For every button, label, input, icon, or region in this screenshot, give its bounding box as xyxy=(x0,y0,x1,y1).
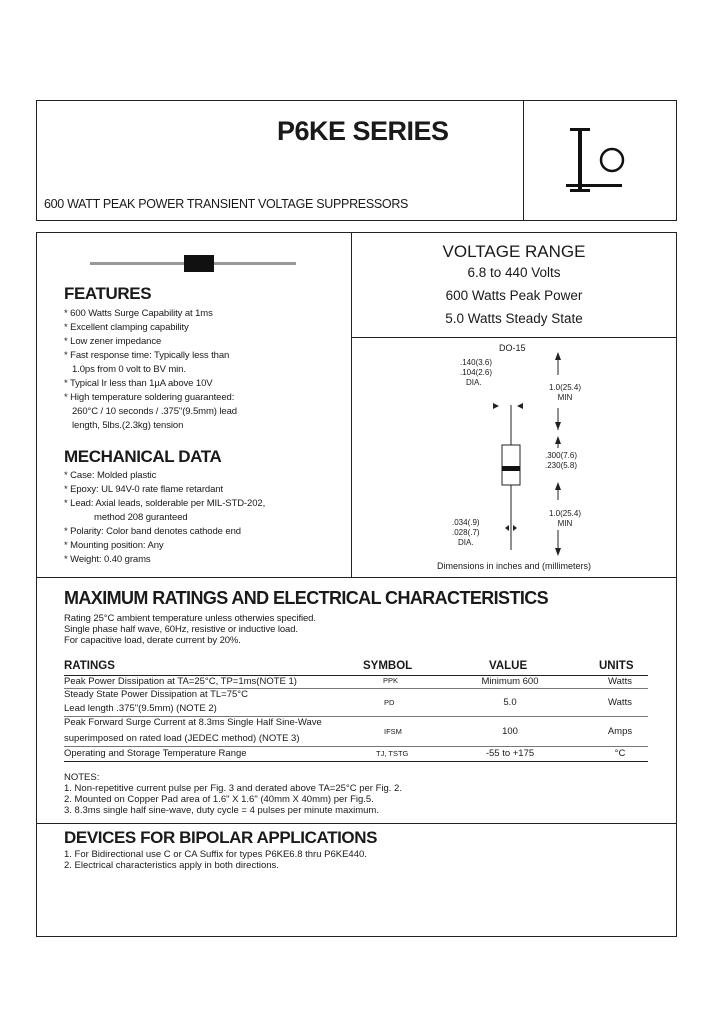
table-row: Peak Forward Surge Current at 8.3ms Single Half Sine-Wave xyxy=(64,717,322,728)
table-row: Operating and Storage Temperature Range xyxy=(64,748,247,759)
unit-cell: Watts xyxy=(608,697,632,708)
symbol-cell: TJ, TSTG xyxy=(376,749,409,758)
symbol-cell: PD xyxy=(384,698,395,707)
unit-cell: °C xyxy=(614,748,626,759)
ratings-top-divider xyxy=(36,577,677,578)
col-ratings: RATINGS xyxy=(64,660,115,672)
table-row: Lead length .375"(9.5mm) (NOTE 2) xyxy=(64,703,217,714)
lead-diameter-label: .140(3.6) .104(2.6) DIA. xyxy=(460,358,493,387)
steady-state-line: 5.0 Watts Steady State xyxy=(445,311,583,326)
peak-power-line: 600 Watts Peak Power xyxy=(445,288,583,303)
list-item: * Case: Molded plastic xyxy=(64,470,157,481)
bipolar-heading: DEVICES FOR BIPOLAR APPLICATIONS xyxy=(64,828,378,847)
list-item: 1.0ps from 0 volt to BV min. xyxy=(72,364,186,375)
table-row: superimposed on rated load (JEDEC method) (NOTE 3) xyxy=(64,733,300,744)
col-symbol: SYMBOL xyxy=(363,660,413,672)
symbol-cell: IFSM xyxy=(384,727,402,736)
list-item: * Epoxy: UL 94V-0 rate flame retardant xyxy=(64,484,224,495)
symbol-cell: PPK xyxy=(383,676,399,685)
features-heading: FEATURES xyxy=(64,284,152,303)
wire-diameter-label: .034(.9) .028(.7) DIA. xyxy=(452,518,480,547)
table-row: Peak Power Dissipation at TA=25°C, TP=1ms(NOTE 1) xyxy=(64,676,297,687)
page-subtitle: 600 WATT PEAK POWER TRANSIENT VOLTAGE SUPPRESSORS xyxy=(44,197,409,211)
list-item: * Polarity: Color band denotes cathode end xyxy=(64,526,241,537)
list-item: * High temperature soldering guaranteed: xyxy=(64,392,235,403)
voltage-range-line: 6.8 to 440 Volts xyxy=(467,265,561,280)
table-rule xyxy=(64,761,648,762)
dimensions-caption: Dimensions in inches and (millimeters) xyxy=(436,561,592,571)
list-item: * Weight: 0.40 grams xyxy=(64,554,151,565)
list-item: * Low zener impedance xyxy=(64,336,162,347)
unit-cell: Amps xyxy=(607,726,633,737)
col-units: UNITS xyxy=(599,660,634,672)
notes: NOTES: 1. Non-repetitive current pulse per Fig. 3 and derated above TA=25°C per Fig. 2. 2. Mounted on Copper Pad area of 1.6" X 1.6" (40mm X 40mm) per Fig.5. 3. 8.3ms single half sine-wave, duty cycle = 4 pulses per minute maximum. xyxy=(64,772,402,816)
diode-icon xyxy=(90,254,296,274)
company-logo-icon xyxy=(560,122,640,202)
header-divider xyxy=(523,100,524,221)
list-item: length, 5lbs.(2.3kg) tension xyxy=(72,420,184,431)
list-item: * Excellent clamping capability xyxy=(64,322,189,333)
list-item: method 208 guranteed xyxy=(94,512,188,523)
unit-cell: Watts xyxy=(608,676,632,687)
table-row: Steady State Power Dissipation at TL=75°C xyxy=(64,689,248,700)
list-item: * Typical Ir less than 1µA above 10V xyxy=(64,378,213,389)
list-item: * Lead: Axial leads, solderable per MIL-STD-202, xyxy=(64,498,266,509)
value-cell: -55 to +175 xyxy=(485,748,535,759)
lead-length-bottom-label: 1.0(25.4) MIN xyxy=(548,509,582,528)
col-value: VALUE xyxy=(489,660,528,672)
ratings-intro: Rating 25°C ambient temperature unless otherwies specified. Single phase half wave, 60Hz, resistive or inductive load. For capacitive load, derate current by 20%. xyxy=(64,613,316,646)
ratings-heading: MAXIMUM RATINGS AND ELECTRICAL CHARACTERISTICS xyxy=(64,588,549,608)
package-name: DO-15 xyxy=(499,343,526,353)
features-list xyxy=(64,307,237,433)
lead-length-top-label: 1.0(25.4) MIN xyxy=(548,383,582,402)
value-cell: 5.0 xyxy=(503,697,517,708)
list-item: * Fast response time: Typically less than xyxy=(64,350,230,361)
mechanical-heading: MECHANICAL DATA xyxy=(64,447,222,466)
list-item: 260°C / 10 seconds / .375"(9.5mm) lead xyxy=(72,406,237,417)
main-divider xyxy=(351,232,352,577)
mechanical-list xyxy=(64,469,265,567)
voltage-range-divider xyxy=(351,337,677,338)
table-rule xyxy=(64,746,648,747)
bipolar-top-divider xyxy=(36,823,677,824)
voltage-range-heading: VOLTAGE RANGE xyxy=(442,242,586,261)
bipolar-list: 1. For Bidirectional use C or CA Suffix for types P6KE6.8 thru P6KE440. 2. Electrical characteristics apply in both directions. xyxy=(64,849,367,871)
list-item: * 600 Watts Surge Capability at 1ms xyxy=(64,308,213,319)
list-item: * Mounting position: Any xyxy=(64,540,164,551)
page-title: P6KE SERIES xyxy=(277,116,449,146)
value-cell: 100 xyxy=(502,726,518,737)
body-length-label: .300(7.6) .230(5.8) xyxy=(545,451,578,470)
value-cell: Minimum 600 xyxy=(481,676,539,687)
